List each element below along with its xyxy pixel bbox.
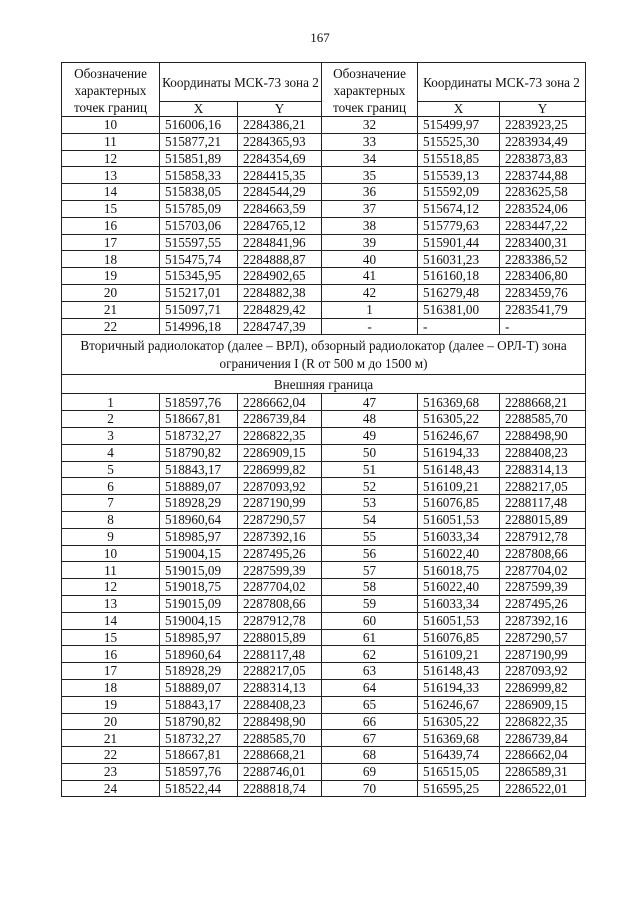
x-coord-cell: 515703,06 bbox=[160, 217, 238, 234]
point-id-cell: 39 bbox=[322, 234, 418, 251]
y-coord-cell: 2286589,31 bbox=[500, 763, 586, 780]
point-id-cell: 37 bbox=[322, 200, 418, 217]
y-coord-cell: 2283386,52 bbox=[500, 251, 586, 268]
table-row bbox=[62, 713, 586, 730]
y-coord-cell: 2288117,48 bbox=[500, 495, 586, 512]
point-id-cell: 61 bbox=[322, 629, 418, 646]
table-row bbox=[62, 495, 586, 512]
y-coord-cell: 2283873,83 bbox=[500, 150, 586, 167]
x-coord-cell: 515851,89 bbox=[160, 150, 238, 167]
page-number: 167 bbox=[310, 30, 330, 45]
x-coord-cell: 518985,97 bbox=[160, 528, 238, 545]
y-coord-cell: 2288217,05 bbox=[500, 478, 586, 495]
x-coord-cell: 518928,29 bbox=[160, 663, 238, 680]
x-coord-cell: 516109,21 bbox=[418, 646, 500, 663]
point-id-cell: 38 bbox=[322, 217, 418, 234]
x-coord-cell: 515785,09 bbox=[160, 200, 238, 217]
x-coord-cell: 516051,53 bbox=[418, 612, 500, 629]
x-coord-cell: 519018,75 bbox=[160, 579, 238, 596]
point-id-cell: 60 bbox=[322, 612, 418, 629]
zone-section bbox=[62, 335, 586, 394]
table-row bbox=[62, 167, 586, 184]
x-coord-cell: 516160,18 bbox=[418, 268, 500, 285]
table-row bbox=[62, 234, 586, 251]
x-coord-cell: 515877,21 bbox=[160, 133, 238, 150]
y-coord-cell: 2284829,42 bbox=[238, 301, 322, 318]
x-coord-cell: 516246,67 bbox=[418, 696, 500, 713]
y-coord-cell: 2283524,06 bbox=[500, 200, 586, 217]
point-id-cell: 10 bbox=[62, 117, 160, 134]
y-coord-cell: 2288498,90 bbox=[238, 713, 322, 730]
x-coord-cell: 515525,30 bbox=[418, 133, 500, 150]
x-coord-cell: 514996,18 bbox=[160, 318, 238, 335]
x-coord-cell: 516076,85 bbox=[418, 495, 500, 512]
x-column-header-right: X bbox=[418, 102, 500, 117]
point-id-cell: 20 bbox=[62, 284, 160, 301]
y-coord-cell: 2287808,66 bbox=[238, 595, 322, 612]
y-coord-cell: 2284386,21 bbox=[238, 117, 322, 134]
table-row bbox=[62, 184, 586, 201]
x-coord-cell: 515345,95 bbox=[160, 268, 238, 285]
point-id-cell: 34 bbox=[322, 150, 418, 167]
x-coord-cell: 518843,17 bbox=[160, 461, 238, 478]
point-id-cell: 53 bbox=[322, 495, 418, 512]
x-coord-cell: 519015,09 bbox=[160, 595, 238, 612]
y-coord-cell: 2287495,26 bbox=[500, 595, 586, 612]
y-coord-cell: 2287290,57 bbox=[238, 511, 322, 528]
table-row bbox=[62, 730, 586, 747]
point-id-cell: 54 bbox=[322, 511, 418, 528]
y-coord-cell: 2286822,35 bbox=[238, 427, 322, 444]
y-coord-cell: 2286999,82 bbox=[238, 461, 322, 478]
boundary-title: Внешняя граница bbox=[62, 375, 586, 394]
table-row bbox=[62, 301, 586, 318]
table-body-part2 bbox=[62, 394, 586, 797]
table-row bbox=[62, 268, 586, 285]
x-coord-cell: 515858,33 bbox=[160, 167, 238, 184]
y-coord-cell: 2283625,58 bbox=[500, 184, 586, 201]
x-coord-cell: 516305,22 bbox=[418, 411, 500, 428]
point-id-cell: 33 bbox=[322, 133, 418, 150]
table-row bbox=[62, 780, 586, 797]
point-id-cell: 16 bbox=[62, 646, 160, 663]
point-id-cell: 9 bbox=[62, 528, 160, 545]
point-id-cell: - bbox=[322, 318, 418, 335]
y-coord-cell: 2288314,13 bbox=[238, 679, 322, 696]
x-coord-cell: 516033,34 bbox=[418, 595, 500, 612]
x-coord-cell: 516246,67 bbox=[418, 427, 500, 444]
y-coord-cell: 2288015,89 bbox=[238, 629, 322, 646]
x-coord-cell: 515901,44 bbox=[418, 234, 500, 251]
y-coord-cell: - bbox=[500, 318, 586, 335]
point-id-cell: 36 bbox=[322, 184, 418, 201]
x-coord-cell: 516369,68 bbox=[418, 394, 500, 411]
y-coord-cell: 2287912,78 bbox=[500, 528, 586, 545]
point-id-cell: 51 bbox=[322, 461, 418, 478]
x-coord-cell: 516018,75 bbox=[418, 562, 500, 579]
point-id-cell: 64 bbox=[322, 679, 418, 696]
x-coord-cell: 515539,13 bbox=[418, 167, 500, 184]
x-coord-cell: 515217,01 bbox=[160, 284, 238, 301]
y-coord-cell: 2287599,39 bbox=[238, 562, 322, 579]
y-coord-cell: 2287599,39 bbox=[500, 579, 586, 596]
table-row bbox=[62, 133, 586, 150]
point-id-cell: 18 bbox=[62, 251, 160, 268]
point-id-cell: 24 bbox=[62, 780, 160, 797]
x-coord-cell: 518985,97 bbox=[160, 629, 238, 646]
y-coord-cell: 2288408,23 bbox=[238, 696, 322, 713]
x-coord-cell: 516381,00 bbox=[418, 301, 500, 318]
point-id-cell: 57 bbox=[322, 562, 418, 579]
table-row bbox=[62, 318, 586, 335]
x-coord-cell: 516194,33 bbox=[418, 679, 500, 696]
x-coord-cell: 518522,44 bbox=[160, 780, 238, 797]
x-coord-cell: 518790,82 bbox=[160, 713, 238, 730]
point-id-cell: 18 bbox=[62, 679, 160, 696]
y-coord-cell: 2287704,02 bbox=[500, 562, 586, 579]
point-id-cell: 14 bbox=[62, 184, 160, 201]
x-coord-cell: 515518,85 bbox=[418, 150, 500, 167]
point-id-cell: 16 bbox=[62, 217, 160, 234]
point-id-cell: 56 bbox=[322, 545, 418, 562]
table-row bbox=[62, 394, 586, 411]
point-column-header-right: Обозначение характерных точек границ bbox=[322, 63, 418, 117]
y-coord-cell: 2286739,84 bbox=[500, 730, 586, 747]
table-row bbox=[62, 562, 586, 579]
y-coord-cell: 2287190,99 bbox=[238, 495, 322, 512]
y-coord-cell: 2286909,15 bbox=[238, 444, 322, 461]
y-column-header-right: Y bbox=[500, 102, 586, 117]
point-id-cell: 21 bbox=[62, 730, 160, 747]
table-row bbox=[62, 511, 586, 528]
point-id-cell: 17 bbox=[62, 663, 160, 680]
point-id-cell: 15 bbox=[62, 629, 160, 646]
y-coord-cell: 2287093,92 bbox=[238, 478, 322, 495]
x-coord-cell: 516006,16 bbox=[160, 117, 238, 134]
x-coord-cell: 518843,17 bbox=[160, 696, 238, 713]
y-coord-cell: 2286909,15 bbox=[500, 696, 586, 713]
y-coord-cell: 2284415,35 bbox=[238, 167, 322, 184]
table-row bbox=[62, 217, 586, 234]
point-id-cell: 22 bbox=[62, 747, 160, 764]
point-id-cell: 13 bbox=[62, 595, 160, 612]
y-coord-cell: 2283400,31 bbox=[500, 234, 586, 251]
table-body-part1 bbox=[62, 117, 586, 335]
y-coord-cell: 2284354,69 bbox=[238, 150, 322, 167]
x-coord-cell: 516109,21 bbox=[418, 478, 500, 495]
point-id-cell: 10 bbox=[62, 545, 160, 562]
y-coord-cell: 2284765,12 bbox=[238, 217, 322, 234]
x-coord-cell: 518790,82 bbox=[160, 444, 238, 461]
x-coord-cell: 518597,76 bbox=[160, 763, 238, 780]
point-id-cell: 48 bbox=[322, 411, 418, 428]
x-coord-cell: 516076,85 bbox=[418, 629, 500, 646]
x-coord-cell: 518960,64 bbox=[160, 646, 238, 663]
point-id-cell: 3 bbox=[62, 427, 160, 444]
x-coord-cell: 519004,15 bbox=[160, 545, 238, 562]
y-coord-cell: 2288818,74 bbox=[238, 780, 322, 797]
y-coord-cell: 2287190,99 bbox=[500, 646, 586, 663]
table-row bbox=[62, 251, 586, 268]
table-row bbox=[62, 427, 586, 444]
x-coord-cell: 516022,40 bbox=[418, 579, 500, 596]
y-coord-cell: 2284888,87 bbox=[238, 251, 322, 268]
y-coord-cell: 2283447,22 bbox=[500, 217, 586, 234]
x-coord-cell: 519015,09 bbox=[160, 562, 238, 579]
y-coord-cell: 2287392,16 bbox=[500, 612, 586, 629]
point-id-cell: 8 bbox=[62, 511, 160, 528]
point-id-cell: 22 bbox=[62, 318, 160, 335]
point-id-cell: 23 bbox=[62, 763, 160, 780]
y-coord-cell: 2286662,04 bbox=[238, 394, 322, 411]
x-coord-cell: 516439,74 bbox=[418, 747, 500, 764]
point-id-cell: 11 bbox=[62, 562, 160, 579]
point-id-cell: 13 bbox=[62, 167, 160, 184]
point-id-cell: 15 bbox=[62, 200, 160, 217]
y-coord-cell: 2286822,35 bbox=[500, 713, 586, 730]
point-id-cell: 11 bbox=[62, 133, 160, 150]
x-coord-cell: 515499,97 bbox=[418, 117, 500, 134]
table-row bbox=[62, 150, 586, 167]
x-coord-cell: 518732,27 bbox=[160, 427, 238, 444]
point-id-cell: 65 bbox=[322, 696, 418, 713]
table-row bbox=[62, 200, 586, 217]
x-coord-cell: 518960,64 bbox=[160, 511, 238, 528]
y-coord-cell: 2286999,82 bbox=[500, 679, 586, 696]
y-coord-cell: 2286662,04 bbox=[500, 747, 586, 764]
x-coord-cell: 516031,23 bbox=[418, 251, 500, 268]
y-coord-cell: 2287290,57 bbox=[500, 629, 586, 646]
table-row bbox=[62, 117, 586, 134]
point-id-cell: 12 bbox=[62, 150, 160, 167]
y-column-header-left: Y bbox=[238, 102, 322, 117]
x-coord-cell: 515838,05 bbox=[160, 184, 238, 201]
point-id-cell: 63 bbox=[322, 663, 418, 680]
point-id-cell: 66 bbox=[322, 713, 418, 730]
table-row bbox=[62, 612, 586, 629]
y-coord-cell: 2283541,79 bbox=[500, 301, 586, 318]
point-id-cell: 2 bbox=[62, 411, 160, 428]
y-coord-cell: 2288668,21 bbox=[500, 394, 586, 411]
table-row bbox=[62, 284, 586, 301]
coordinates-table bbox=[61, 62, 586, 797]
table-row bbox=[62, 679, 586, 696]
table-row bbox=[62, 629, 586, 646]
y-coord-cell: 2288117,48 bbox=[238, 646, 322, 663]
zone-title: Вторичный радиолокатор (далее – ВРЛ), обзорный радиолокатор (далее – ОРЛ-Т) зона ограничения I (R от 500 м до 1500 м) bbox=[62, 335, 586, 375]
point-column-header-left: Обозначение характерных точек границ bbox=[62, 63, 160, 117]
x-coord-cell: 518667,81 bbox=[160, 411, 238, 428]
x-coord-cell: - bbox=[418, 318, 500, 335]
x-column-header-left: X bbox=[160, 102, 238, 117]
x-coord-cell: 518667,81 bbox=[160, 747, 238, 764]
x-coord-cell: 516595,25 bbox=[418, 780, 500, 797]
point-id-cell: 55 bbox=[322, 528, 418, 545]
point-id-cell: 70 bbox=[322, 780, 418, 797]
point-id-cell: 68 bbox=[322, 747, 418, 764]
table-row bbox=[62, 545, 586, 562]
y-coord-cell: 2288408,23 bbox=[500, 444, 586, 461]
y-coord-cell: 2288314,13 bbox=[500, 461, 586, 478]
table-row bbox=[62, 528, 586, 545]
x-coord-cell: 518928,29 bbox=[160, 495, 238, 512]
x-coord-cell: 518732,27 bbox=[160, 730, 238, 747]
y-coord-cell: 2287808,66 bbox=[500, 545, 586, 562]
y-coord-cell: 2288585,70 bbox=[500, 411, 586, 428]
x-coord-cell: 515475,74 bbox=[160, 251, 238, 268]
point-id-cell: 32 bbox=[322, 117, 418, 134]
table-row bbox=[62, 747, 586, 764]
y-coord-cell: 2283934,49 bbox=[500, 133, 586, 150]
y-coord-cell: 2283459,76 bbox=[500, 284, 586, 301]
y-coord-cell: 2287093,92 bbox=[500, 663, 586, 680]
coord-group-header-right: Координаты МСК-73 зона 2 bbox=[418, 63, 586, 102]
x-coord-cell: 515097,71 bbox=[160, 301, 238, 318]
x-coord-cell: 516305,22 bbox=[418, 713, 500, 730]
table-row bbox=[62, 444, 586, 461]
x-coord-cell: 519004,15 bbox=[160, 612, 238, 629]
x-coord-cell: 515597,55 bbox=[160, 234, 238, 251]
y-coord-cell: 2287392,16 bbox=[238, 528, 322, 545]
point-id-cell: 17 bbox=[62, 234, 160, 251]
table-row bbox=[62, 595, 586, 612]
x-coord-cell: 516148,43 bbox=[418, 663, 500, 680]
point-id-cell: 19 bbox=[62, 696, 160, 713]
x-coord-cell: 516369,68 bbox=[418, 730, 500, 747]
point-id-cell: 52 bbox=[322, 478, 418, 495]
point-id-cell: 20 bbox=[62, 713, 160, 730]
x-coord-cell: 516279,48 bbox=[418, 284, 500, 301]
table-row bbox=[62, 579, 586, 596]
point-id-cell: 21 bbox=[62, 301, 160, 318]
y-coord-cell: 2284365,93 bbox=[238, 133, 322, 150]
table-row bbox=[62, 663, 586, 680]
coord-group-header-left: Координаты МСК-73 зона 2 bbox=[160, 63, 322, 102]
y-coord-cell: 2284841,96 bbox=[238, 234, 322, 251]
boundary-title-row bbox=[62, 375, 586, 394]
point-id-cell: 7 bbox=[62, 495, 160, 512]
y-coord-cell: 2283406,80 bbox=[500, 268, 586, 285]
x-coord-cell: 516148,43 bbox=[418, 461, 500, 478]
point-id-cell: 1 bbox=[62, 394, 160, 411]
y-coord-cell: 2287912,78 bbox=[238, 612, 322, 629]
x-coord-cell: 518597,76 bbox=[160, 394, 238, 411]
x-coord-cell: 518889,07 bbox=[160, 679, 238, 696]
point-id-cell: 42 bbox=[322, 284, 418, 301]
table-row bbox=[62, 411, 586, 428]
x-coord-cell: 515592,09 bbox=[418, 184, 500, 201]
point-id-cell: 67 bbox=[322, 730, 418, 747]
x-coord-cell: 515674,12 bbox=[418, 200, 500, 217]
point-id-cell: 14 bbox=[62, 612, 160, 629]
point-id-cell: 59 bbox=[322, 595, 418, 612]
point-id-cell: 4 bbox=[62, 444, 160, 461]
y-coord-cell: 2286739,84 bbox=[238, 411, 322, 428]
x-coord-cell: 516033,34 bbox=[418, 528, 500, 545]
y-coord-cell: 2288585,70 bbox=[238, 730, 322, 747]
x-coord-cell: 516051,53 bbox=[418, 511, 500, 528]
x-coord-cell: 516022,40 bbox=[418, 545, 500, 562]
table-row bbox=[62, 763, 586, 780]
point-id-cell: 40 bbox=[322, 251, 418, 268]
y-coord-cell: 2288498,90 bbox=[500, 427, 586, 444]
point-id-cell: 50 bbox=[322, 444, 418, 461]
y-coord-cell: 2288668,21 bbox=[238, 747, 322, 764]
y-coord-cell: 2288217,05 bbox=[238, 663, 322, 680]
y-coord-cell: 2284882,38 bbox=[238, 284, 322, 301]
y-coord-cell: 2283923,25 bbox=[500, 117, 586, 134]
point-id-cell: 35 bbox=[322, 167, 418, 184]
table-row bbox=[62, 696, 586, 713]
point-id-cell: 49 bbox=[322, 427, 418, 444]
point-id-cell: 62 bbox=[322, 646, 418, 663]
y-coord-cell: 2287704,02 bbox=[238, 579, 322, 596]
table-header bbox=[62, 63, 586, 117]
point-id-cell: 41 bbox=[322, 268, 418, 285]
y-coord-cell: 2287495,26 bbox=[238, 545, 322, 562]
x-coord-cell: 515779,63 bbox=[418, 217, 500, 234]
y-coord-cell: 2286522,01 bbox=[500, 780, 586, 797]
y-coord-cell: 2284747,39 bbox=[238, 318, 322, 335]
y-coord-cell: 2288746,01 bbox=[238, 763, 322, 780]
point-id-cell: 69 bbox=[322, 763, 418, 780]
point-id-cell: 1 bbox=[322, 301, 418, 318]
point-id-cell: 12 bbox=[62, 579, 160, 596]
x-coord-cell: 516515,05 bbox=[418, 763, 500, 780]
table-row bbox=[62, 478, 586, 495]
table-row bbox=[62, 646, 586, 663]
y-coord-cell: 2283744,88 bbox=[500, 167, 586, 184]
point-id-cell: 47 bbox=[322, 394, 418, 411]
point-id-cell: 5 bbox=[62, 461, 160, 478]
point-id-cell: 6 bbox=[62, 478, 160, 495]
point-id-cell: 19 bbox=[62, 268, 160, 285]
x-coord-cell: 518889,07 bbox=[160, 478, 238, 495]
y-coord-cell: 2284663,59 bbox=[238, 200, 322, 217]
point-id-cell: 58 bbox=[322, 579, 418, 596]
zone-title-row bbox=[62, 335, 586, 375]
x-coord-cell: 516194,33 bbox=[418, 444, 500, 461]
y-coord-cell: 2288015,89 bbox=[500, 511, 586, 528]
y-coord-cell: 2284902,65 bbox=[238, 268, 322, 285]
table-row bbox=[62, 461, 586, 478]
y-coord-cell: 2284544,29 bbox=[238, 184, 322, 201]
